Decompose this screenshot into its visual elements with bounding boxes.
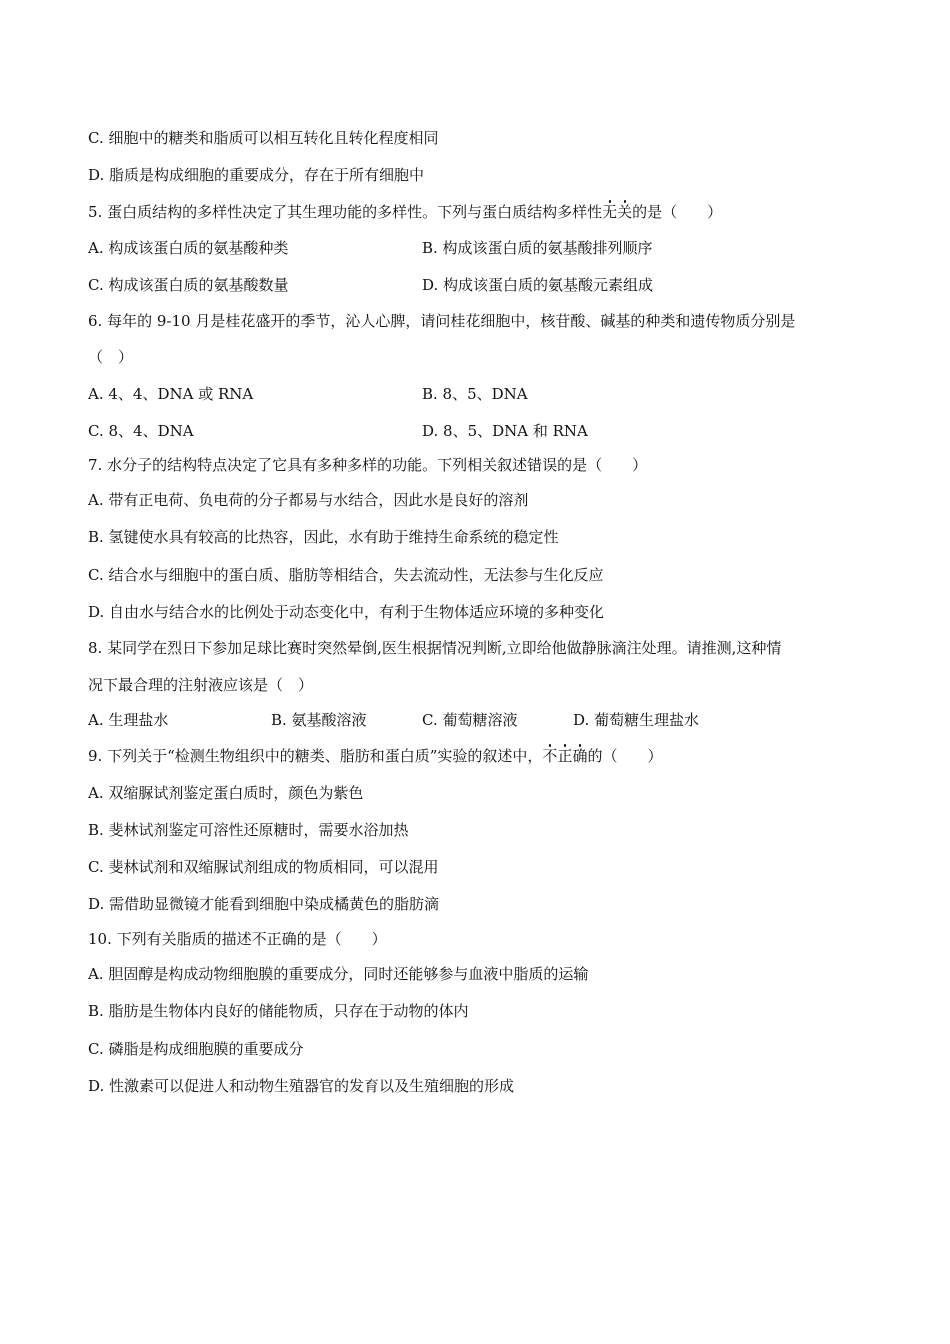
q8-option-c: C. 葡萄糖溶液 <box>422 711 518 729</box>
q8-option-d: D. 葡萄糖生理盐水 <box>573 711 700 729</box>
q8-option-a: A. 生理盐水 <box>88 711 169 729</box>
q9-stem-end: 的（ ） <box>587 747 663 765</box>
emphasis-char: 关 <box>617 203 633 221</box>
q7-option-b: B. 氢键使水具有较高的比热容，因此，水有助于维持生命系统的稳定性 <box>88 528 559 546</box>
q9-stem <box>88 746 662 766</box>
q4-option-d: D. 脂质是构成细胞的重要成分，存在于所有细胞中 <box>88 166 425 184</box>
q5-option-a: A. 构成该蛋白质的氨基酸种类 <box>88 239 289 257</box>
q5-option-d: D. 构成该蛋白质的氨基酸元素组成 <box>422 276 654 294</box>
q10-option-c: C. 磷脂是构成细胞膜的重要成分 <box>88 1040 304 1058</box>
q5-option-c: C. 构成该蛋白质的氨基酸数量 <box>88 276 289 294</box>
q7-option-d: D. 自由水与结合水的比例处于动态变化中，有利于生物体适应环境的多种变化 <box>88 603 605 621</box>
q10-stem: 10. 下列有关脂质的描述不正确的是（ ） <box>88 930 387 948</box>
q5-stem-text: 5. 蛋白质结构的多样性决定了其生理功能的多样性。下列与蛋白质结构多样性 <box>88 203 603 221</box>
q8-option-b: B. 氨基酸溶液 <box>271 711 367 729</box>
q6-stem-cont: （ ） <box>88 348 134 366</box>
q6-option-b: B. 8、5、DNA <box>422 385 528 403</box>
emphasis-char: 无 <box>602 203 618 221</box>
q5-stem <box>88 202 722 222</box>
emphasis-char: 正 <box>557 747 573 765</box>
q6-option-c: C. 8、4、DNA <box>88 422 194 440</box>
q8-stem-cont: 况下最合理的注射液应该是（ ） <box>88 676 314 694</box>
q7-stem: 7. 水分子的结构特点决定了它具有多种多样的功能。下列相关叙述错误的是（ ） <box>88 456 648 474</box>
q7-option-a: A. 带有正电荷、负电荷的分子都易与水结合，因此水是良好的溶剂 <box>88 491 529 509</box>
emphasis-char: 不 <box>542 747 558 765</box>
q8-stem: 8. 某同学在烈日下参加足球比赛时突然晕倒,医生根据情况判断,立即给他做静脉滴注处理。请推测,这种情 <box>88 639 782 657</box>
q10-option-d: D. 性激素可以促进人和动物生殖器官的发育以及生殖细胞的形成 <box>88 1077 515 1095</box>
q10-option-a: A. 胆固醇是构成动物细胞膜的重要成分，同时还能够参与血液中脂质的运输 <box>88 965 589 983</box>
q7-option-c: C. 结合水与细胞中的蛋白质、脂肪等相结合，失去流动性，无法参与生化反应 <box>88 566 604 584</box>
q9-option-c: C. 斐林试剂和双缩脲试剂组成的物质相同，可以混用 <box>88 858 439 876</box>
q6-stem: 6. 每年的 9-10 月是桂花盛开的季节，沁人心脾，请问桂花细胞中，核苷酸、碱基的种类和遗传物质分别是 <box>88 312 796 330</box>
q9-option-b: B. 斐林试剂鉴定可溶性还原糖时，需要水浴加热 <box>88 821 409 839</box>
q6-option-a: A. 4、4、DNA 或 RNA <box>88 385 254 403</box>
q4-option-c: C. 细胞中的糖类和脂质可以相互转化且转化程度相同 <box>88 129 439 147</box>
q5-stem-end: 的是（ ） <box>632 203 723 221</box>
q10-option-b: B. 脂肪是生物体内良好的储能物质，只存在于动物的体内 <box>88 1002 469 1020</box>
q6-option-d: D. 8、5、DNA 和 RNA <box>422 422 588 440</box>
q9-option-d: D. 需借助显微镜才能看到细胞中染成橘黄色的脂肪滴 <box>88 895 440 913</box>
q5-option-b: B. 构成该蛋白质的氨基酸排列顺序 <box>422 239 653 257</box>
q9-stem-text: 9. 下列关于“检测生物组织中的糖类、脂肪和蛋白质”实验的叙述中， <box>88 747 543 765</box>
emphasis-char: 确 <box>572 747 588 765</box>
q9-option-a: A. 双缩脲试剂鉴定蛋白质时，颜色为紫色 <box>88 784 364 802</box>
